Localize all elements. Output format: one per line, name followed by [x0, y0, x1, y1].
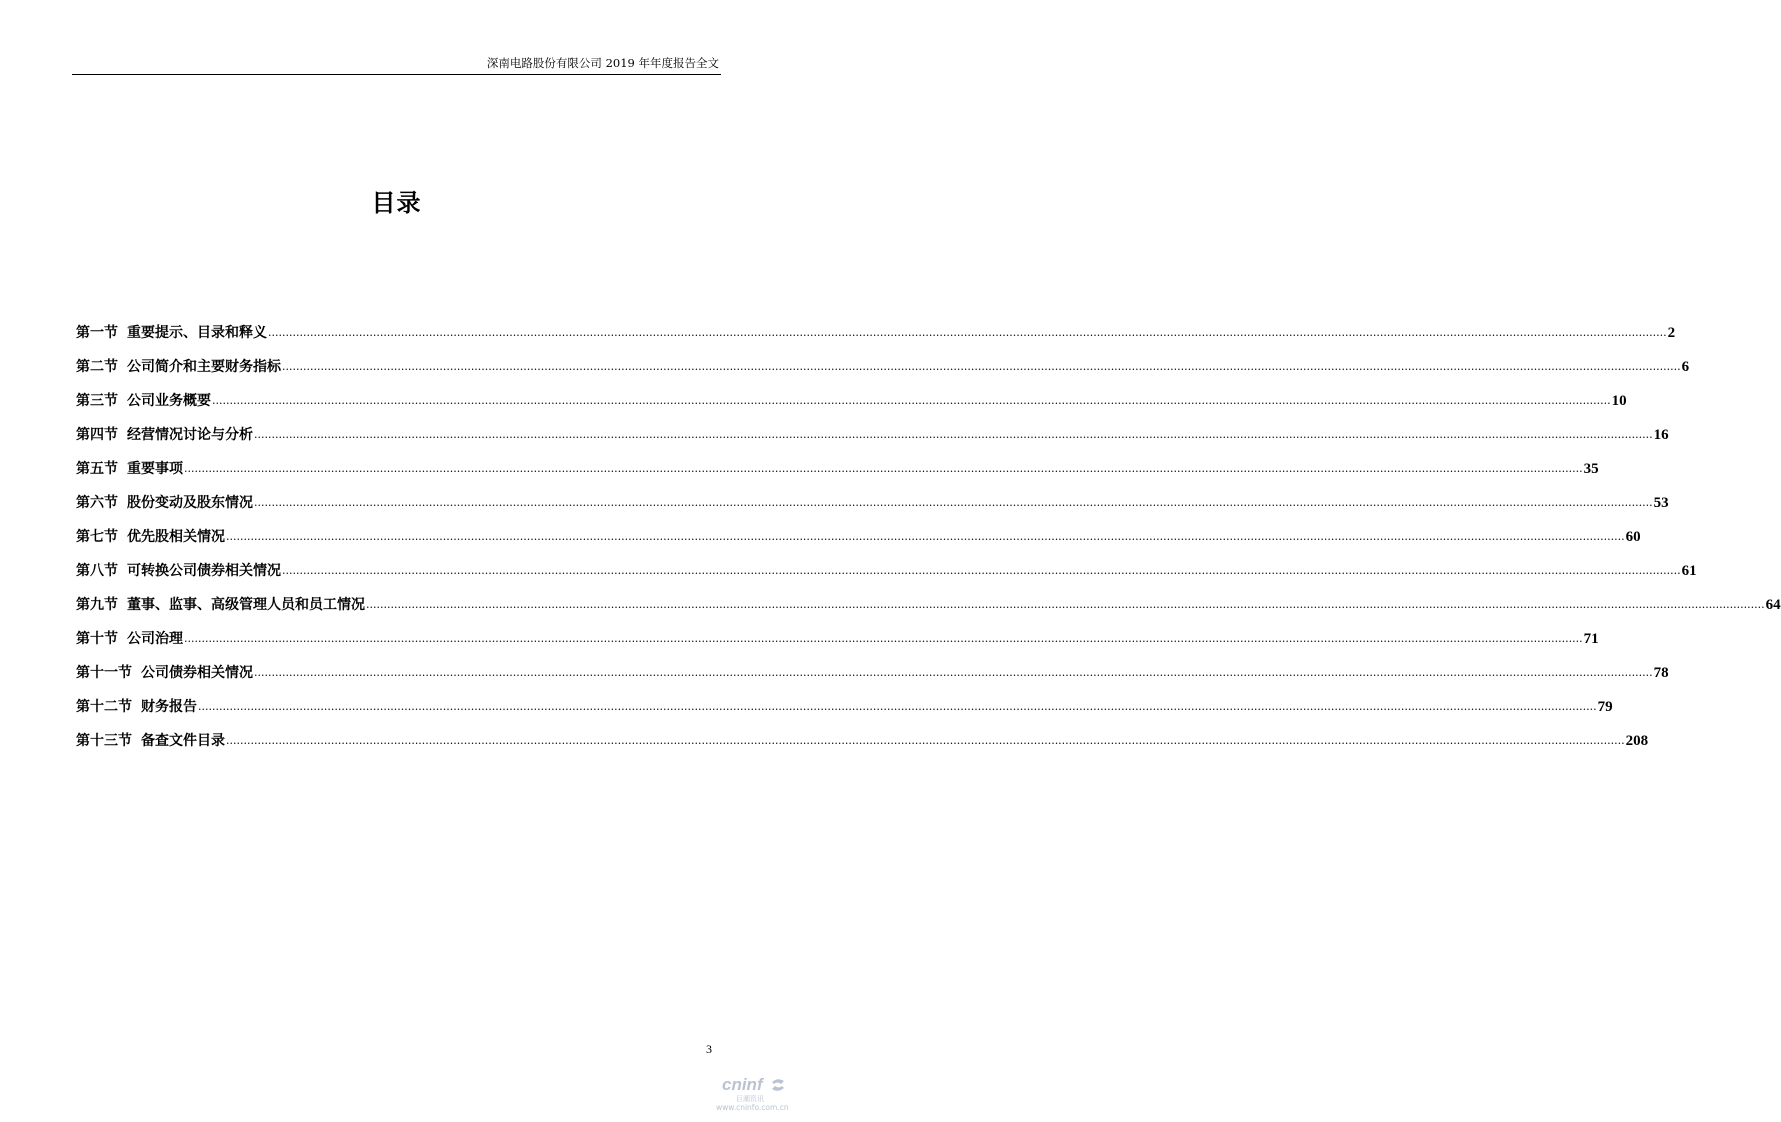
toc-section-title: 公司治理 — [127, 631, 183, 647]
toc-leader-dots: ................................................................................................................................................................................................................................................................................................................................................................................................................ — [254, 428, 1653, 441]
toc-leader-dots: ................................................................................................................................................................................................................................................................................................................................................................................................................ — [184, 462, 1583, 475]
toc-leader-dots: ................................................................................................................................................................................................................................................................................................................................................................................................................ — [184, 632, 1583, 645]
toc-page-number: 79 — [1597, 699, 1613, 715]
toc-entry[interactable] — [76, 628, 1599, 662]
toc-entry[interactable] — [76, 424, 1669, 458]
toc-leader-dots: ................................................................................................................................................................................................................................................................................................................................................................................................................ — [282, 564, 1681, 577]
toc-section-title: 公司业务概要 — [127, 393, 211, 409]
toc-page-number: 64 — [1765, 597, 1781, 613]
toc-section-number: 第二节 — [76, 359, 118, 375]
toc-leader-dots: ................................................................................................................................................................................................................................................................................................................................................................................................................ — [366, 598, 1765, 611]
toc-section-number: 第七节 — [76, 529, 118, 545]
toc-page-number: 53 — [1653, 495, 1669, 511]
toc-section-number: 第五节 — [76, 461, 118, 477]
cninfo-logo — [710, 1075, 790, 1117]
toc-page-number: 35 — [1583, 461, 1599, 477]
toc-section-title: 备查文件目录 — [141, 733, 225, 749]
toc-section-title: 公司债券相关情况 — [141, 665, 253, 681]
toc-section-title: 公司简介和主要财务指标 — [127, 359, 281, 375]
toc-section-number: 第一节 — [76, 325, 118, 341]
toc-leader-dots: ................................................................................................................................................................................................................................................................................................................................................................................................................ — [226, 530, 1625, 543]
toc-section-number: 第十二节 — [76, 699, 132, 715]
toc-leader-dots: ................................................................................................................................................................................................................................................................................................................................................................................................................ — [198, 700, 1597, 713]
header-text: 深南电路股份有限公司 2019 年年度报告全文 — [486, 56, 719, 70]
toc-leader-dots: ................................................................................................................................................................................................................................................................................................................................................................................................................ — [268, 326, 1667, 339]
toc-leader-dots: ................................................................................................................................................................................................................................................................................................................................................................................................................ — [212, 394, 1611, 407]
toc-section-number: 第十一节 — [76, 665, 132, 681]
toc-leader-dots: ................................................................................................................................................................................................................................................................................................................................................................................................................ — [254, 666, 1653, 679]
table-of-contents — [76, 322, 1781, 764]
toc-page-number: 61 — [1681, 563, 1697, 579]
toc-section-number: 第四节 — [76, 427, 118, 443]
toc-section-title: 可转换公司债券相关情况 — [127, 563, 281, 579]
toc-page-number: 16 — [1653, 427, 1669, 443]
toc-section-title: 董事、监事、高级管理人员和员工情况 — [127, 597, 365, 613]
toc-entry[interactable] — [76, 696, 1613, 730]
logo-brand-text: cninf — [722, 1075, 763, 1094]
toc-page-number: 2 — [1667, 325, 1676, 341]
toc-section-title: 经营情况讨论与分析 — [127, 427, 253, 443]
toc-section-number: 第九节 — [76, 597, 118, 613]
toc-page-number: 71 — [1583, 631, 1599, 647]
toc-section-number: 第十节 — [76, 631, 118, 647]
toc-page-number: 208 — [1625, 733, 1649, 749]
toc-section-number: 第六节 — [76, 495, 118, 511]
toc-entry[interactable] — [76, 560, 1697, 594]
page-header — [72, 56, 721, 75]
toc-section-number: 第十三节 — [76, 733, 132, 749]
toc-entry[interactable] — [76, 356, 1690, 390]
toc-entry[interactable] — [76, 322, 1676, 356]
toc-entry[interactable] — [76, 730, 1649, 764]
toc-entry[interactable] — [76, 594, 1781, 628]
logo-swirl-icon — [769, 1076, 787, 1094]
toc-section-number: 第三节 — [76, 393, 118, 409]
logo-url-text: www.cninfo.com.cn — [716, 1103, 789, 1112]
toc-section-title: 财务报告 — [141, 699, 197, 715]
toc-heading: 目录 — [371, 188, 422, 217]
toc-section-title: 股份变动及股东情况 — [127, 495, 253, 511]
toc-section-title: 重要事项 — [127, 461, 183, 477]
toc-page-number: 6 — [1681, 359, 1690, 375]
toc-leader-dots: ................................................................................................................................................................................................................................................................................................................................................................................................................ — [226, 734, 1625, 747]
toc-page-number: 78 — [1653, 665, 1669, 681]
toc-leader-dots: ................................................................................................................................................................................................................................................................................................................................................................................................................ — [282, 360, 1681, 373]
page-number: 3 — [706, 1042, 712, 1056]
toc-entry[interactable] — [76, 458, 1599, 492]
toc-page-number: 60 — [1625, 529, 1641, 545]
toc-leader-dots: ................................................................................................................................................................................................................................................................................................................................................................................................................ — [254, 496, 1653, 509]
toc-section-title: 重要提示、目录和释义 — [127, 325, 267, 341]
logo-chinese-text: 巨潮资讯 — [736, 1095, 764, 1103]
toc-entry[interactable] — [76, 662, 1669, 696]
toc-page-number: 10 — [1611, 393, 1627, 409]
toc-section-number: 第八节 — [76, 563, 118, 579]
toc-entry[interactable] — [76, 492, 1669, 526]
toc-entry[interactable] — [76, 526, 1641, 560]
toc-section-title: 优先股相关情况 — [127, 529, 225, 545]
toc-entry[interactable] — [76, 390, 1627, 424]
